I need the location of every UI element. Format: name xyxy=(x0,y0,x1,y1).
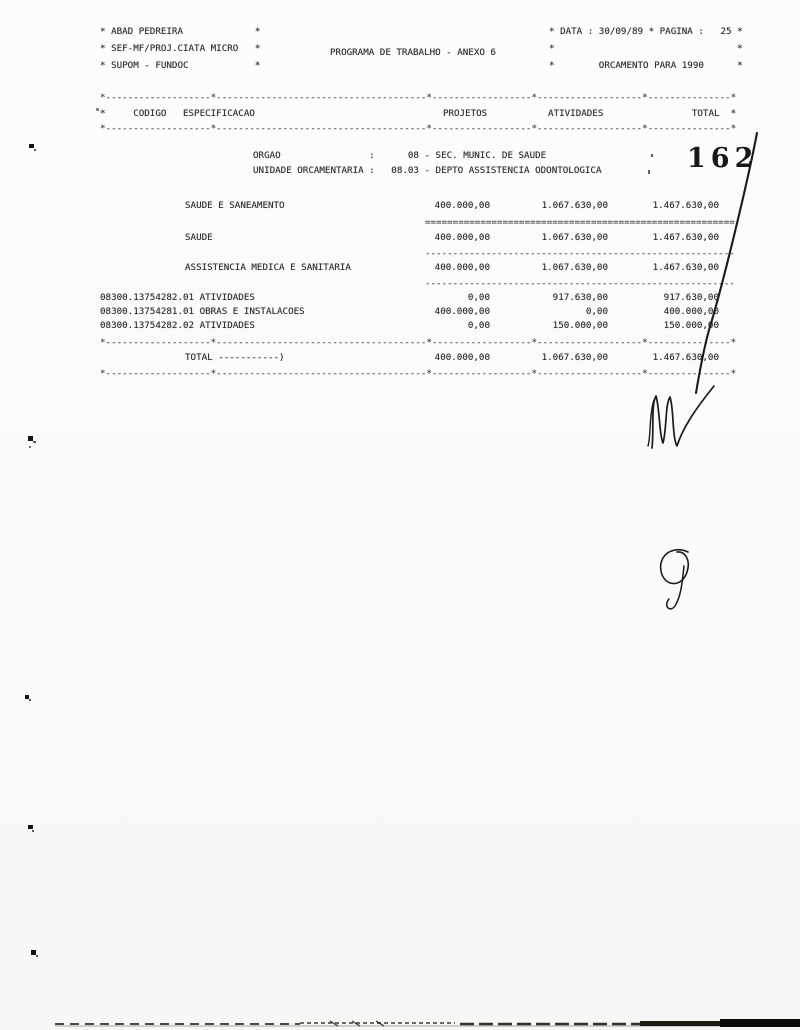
group-row-projetos: 400.000,00 xyxy=(434,200,490,211)
group-row-total: 1.467.630,00 xyxy=(652,232,719,243)
detail-row-code-label: 08300.13754281.01 OBRAS E INSTALACOES xyxy=(100,306,305,317)
unidade-line: UNIDADE ORCAMENTARIA : 08.03 - DEPTO ASSISTENCIA ODONTOLOGICA xyxy=(253,165,602,176)
header-line-module: * SUPOM - FUNDOC * xyxy=(100,60,261,71)
detail-row-code-label: 08300.13754282.02 ATIVIDADES xyxy=(100,320,255,331)
initials-q-mark xyxy=(661,550,689,584)
total-row-total: 1.467.630,00 xyxy=(652,352,719,363)
group-row-atividades: 1.067.630,00 xyxy=(541,200,608,211)
table-rule-bottom: *-------------------*--------------------------------------*------------------*-------------------*---------------* xyxy=(100,368,737,379)
detail-row-atividades: 917.630,00 xyxy=(552,292,608,303)
detail-row-total: 917.630,00 xyxy=(663,292,719,303)
initials-m-mark xyxy=(652,386,714,448)
orgao-line: ORGAO : 08 - SEC. MUNIC. DE SAUDE xyxy=(253,150,547,161)
margin-ink-specks xyxy=(25,144,38,957)
separator-single: -------------------------------------------------------- xyxy=(425,248,735,259)
group-row-total: 1.467.630,00 xyxy=(652,200,719,211)
initials-m-mark-stroke xyxy=(648,400,654,446)
group-row-projetos: 400.000,00 xyxy=(434,232,490,243)
header-date-page-line: * DATA : 30/09/89 * PAGINA : 25 * xyxy=(549,26,743,37)
group-row-label: SAUDE xyxy=(185,232,213,243)
detail-row-projetos: 0,00 xyxy=(467,292,490,303)
total-row-atividades: 1.067.630,00 xyxy=(541,352,608,363)
group-row-total: 1.467.630,00 xyxy=(652,262,719,273)
detail-row-total: 150.000,00 xyxy=(663,320,719,331)
total-row-label: TOTAL -----------) xyxy=(185,352,285,363)
group-row-atividades: 1.067.630,00 xyxy=(541,232,608,243)
header-spacer-line: * * xyxy=(549,43,743,54)
table-rule-under-header: *-------------------*--------------------------------------*------------------*-------------------*---------------* xyxy=(100,123,737,134)
total-row-projetos: 400.000,00 xyxy=(434,352,490,363)
scan-bottom-edge xyxy=(55,1019,800,1027)
header-line-system: * SEF-MF/PROJ.CIATA MICRO * xyxy=(100,43,261,54)
table-column-headers: * CODIGO ESPECIFICACAO PROJETOS ATIVIDADES TOTAL * xyxy=(100,108,737,119)
detail-row-total: 400.000,00 xyxy=(663,306,719,317)
initials-q-mark-tail xyxy=(667,566,684,609)
report-title: PROGRAMA DE TRABALHO - ANEXO 6 xyxy=(330,47,496,58)
table-rule-above-total: *-------------------*--------------------------------------*------------------*-------------------*---------------* xyxy=(100,337,737,348)
page-number-stamp: 162 xyxy=(687,143,759,174)
detail-row-projetos: 400.000,00 xyxy=(434,306,490,317)
group-row-label: SAUDE E SANEAMENTO xyxy=(185,200,285,211)
group-row-atividades: 1.067.630,00 xyxy=(541,262,608,273)
group-row-label: ASSISTENCIA MEDICA E SANITARIA xyxy=(185,262,351,273)
detail-row-atividades: 150.000,00 xyxy=(552,320,608,331)
group-row-projetos: 400.000,00 xyxy=(434,262,490,273)
detail-row-code-label: 08300.13754282.01 ATIVIDADES xyxy=(100,292,255,303)
header-budget-year-line: * ORCAMENTO PARA 1990 * xyxy=(549,60,743,71)
detail-row-atividades: 0,00 xyxy=(585,306,608,317)
table-rule-top: *-------------------*--------------------------------------*------------------*-------------------*---------------* xyxy=(100,92,737,103)
separator-double: ======================================================== xyxy=(425,217,735,228)
header-line-municipality: * ABAD PEDREIRA * xyxy=(100,26,261,37)
detail-row-projetos: 0,00 xyxy=(467,320,490,331)
separator-single: -------------------------------------------------------- xyxy=(425,278,735,289)
